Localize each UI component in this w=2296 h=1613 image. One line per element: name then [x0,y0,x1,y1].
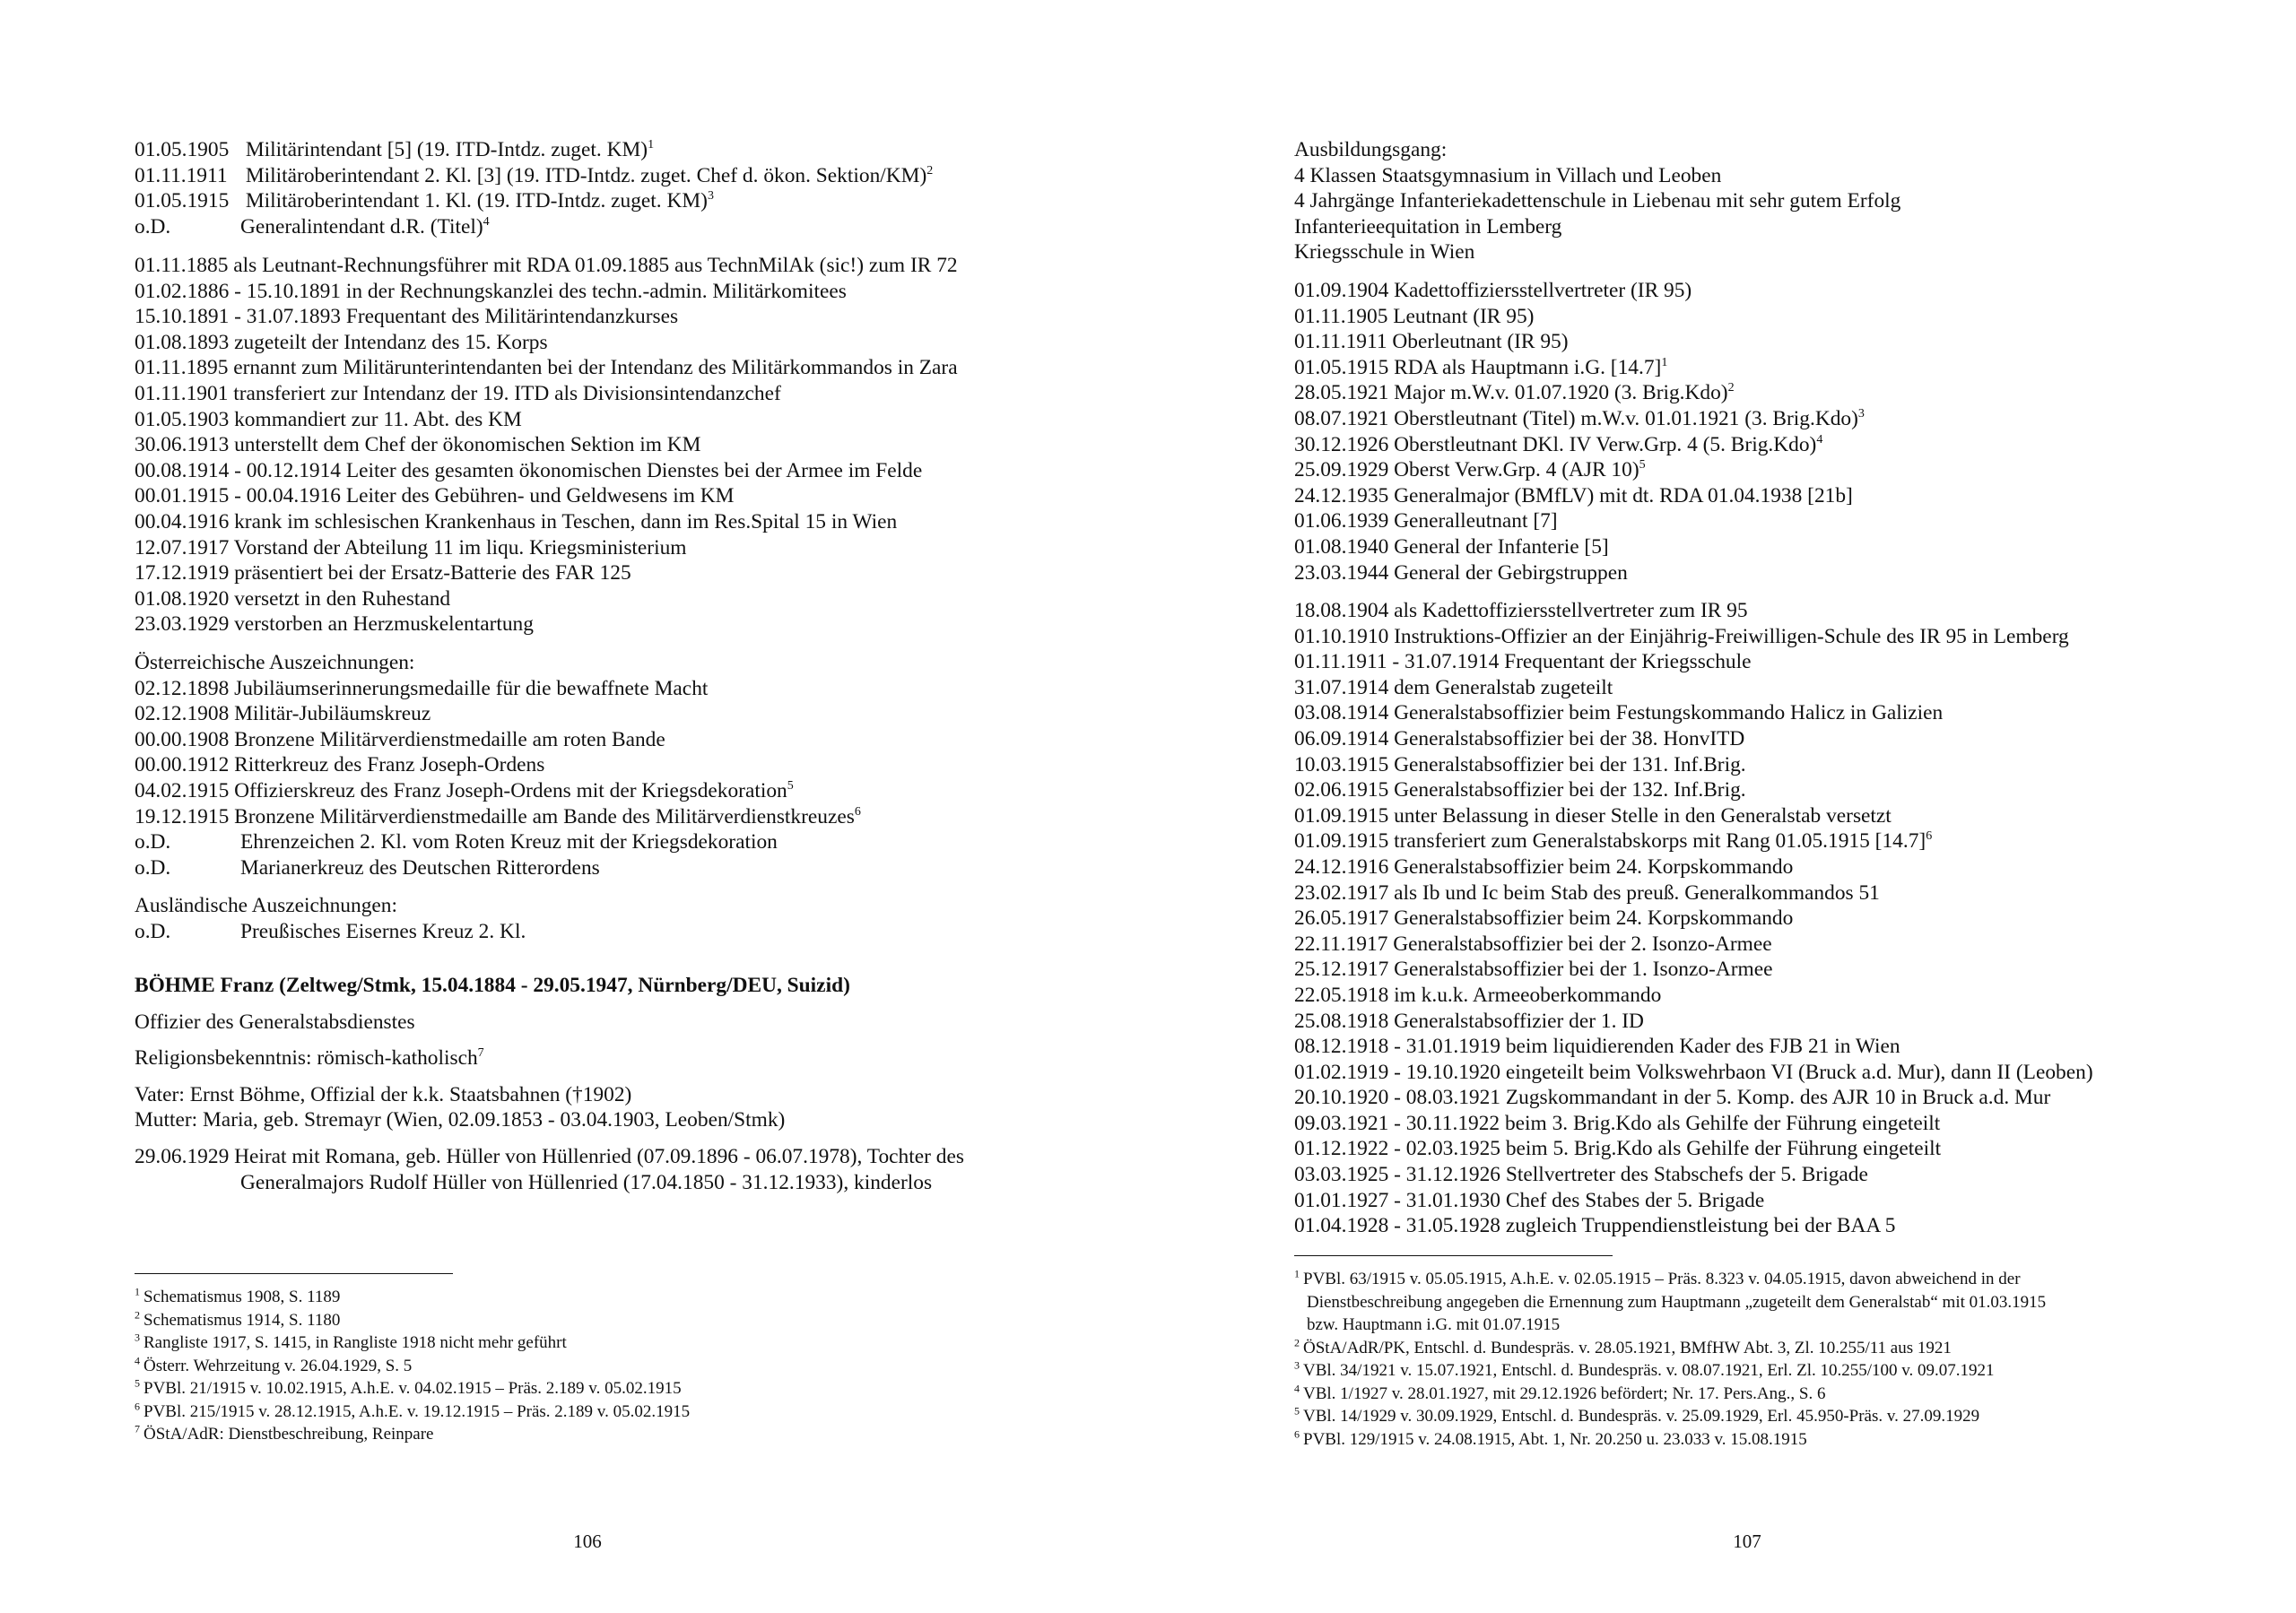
rank-line [1294,304,2200,330]
rank-line [1294,278,2200,304]
career-text: 20.10.1920 - 08.03.1921 Zugskommandant in der 5. Komp. des AJR 10 in Bruck a.d. Mur [1294,1086,2051,1110]
career-line [1294,675,2200,701]
footnote-text: VBl. 34/1921 v. 15.07.1921, Entschl. d. Bundespräs. v. 08.07.1921, Erl. Zl. 10.255/100 v. 09.07.1921 [1303,1361,1995,1380]
footnote-ref: 4 [1816,432,1823,447]
rank-text: 24.12.1935 Generalmajor (BMfLV) mit dt. RDA 01.04.1938 [21b] [1294,483,1853,507]
education-line: 4 Jahrgänge Infanteriekadettenschule in Liebenau mit sehr gutem Erfolg [1294,189,1901,213]
career-line [1294,1162,2200,1188]
footnote-ref: 1 [1661,355,1668,369]
footnote-text: Schematismus 1908, S. 1189 [144,1288,341,1306]
footnote [1294,1383,2200,1406]
career-line: 30.06.1913 unterstellt dem Chef der ökonomischen Sektion im KM [135,433,701,457]
footnote-text: ÖStA/AdR/PK, Entschl. d. Bundespräs. v. 28.05.1921, BMfHW Abt. 3, Zl. 10.255/11 aus 1921 [1303,1338,1952,1357]
education-line: Infanterieequitation in Lemberg [1294,214,1562,238]
footnote [1294,1268,2200,1291]
career-line: 00.01.1915 - 00.04.1916 Leiter des Gebühren- und Geldwesens im KM [135,484,735,508]
footnote [135,1355,1040,1378]
career-text: 24.12.1916 Generalstabsoffizier beim 24. Korpskommando [1294,854,1794,879]
career-line [1294,1060,2200,1086]
career-text: 03.08.1914 Generalstabsoffizier beim Festungskommando Halicz in Galizien [1294,701,1944,725]
award-line [135,676,1040,702]
education-line: Kriegsschule in Wien [1294,240,1475,264]
award-text: 02.12.1908 Militär-Jubiläumskreuz [135,702,431,726]
footnote [135,1309,1040,1332]
career-block [135,253,1040,637]
footnote-ref: 5 [787,779,794,793]
rank-text: 01.09.1904 Kadettoffiziersstellvertreter (IR 95) [1294,279,1692,302]
career-line [1294,854,2200,880]
career-line [1294,828,2200,854]
career-text: 03.03.1925 - 31.12.1926 Stellvertreter des Stabschefs der 5. Brigade [1294,1163,1868,1187]
career-line [1294,1213,2200,1239]
footnotes [135,1286,1040,1446]
rank-text: 01.06.1939 Generalleutnant [7] [1294,509,1558,533]
biography-block [135,973,1040,1195]
award-line [135,829,1040,855]
footnote-continued [1294,1291,2200,1314]
rank-line [1294,508,2200,534]
footnote-text: VBl. 1/1927 v. 28.01.1927, mit 29.12.1926 befördert; Nr. 17. Pers.Ang., S. 6 [1303,1383,1826,1403]
career-line [1294,752,2200,778]
footnote-number: 1 [1294,1267,1300,1280]
career-line: 01.05.1903 kommandiert zur 11. Abt. des KM [135,407,522,431]
rank-line [1294,380,2200,406]
career-text: 25.08.1918 Generalstabsoffizier der 1. ID [1294,1009,1644,1033]
footnote-number: 2 [135,1308,140,1322]
education-line: 4 Klassen Staatsgymnasium in Villach und Leoben [1294,163,1722,187]
rank-line [1294,534,2200,560]
career-line: 00.04.1916 krank im schlesischen Krankenhaus in Teschen, dann im Res.Spital 15 in Wien [135,509,898,533]
career-line [1294,726,2200,752]
awards-title: Österreichische Auszeichnungen: [135,651,415,674]
career-line [1294,624,2200,650]
footnote [1294,1405,2200,1428]
career-line [1294,700,2200,726]
rank-text: 28.05.1921 Major m.W.v. 01.07.1920 (3. Brig.Kdo) [1294,381,1728,405]
service-branch: Offizier des Generalstabsdienstes [135,1010,415,1034]
career-text: 01.10.1910 Instruktions-Offizier an der Einjährig-Freiwilligen-Schule des IR 95 in Lemberg [1294,624,2069,648]
rank-line [1294,432,2200,458]
award-line [135,804,1040,830]
career-text: 18.08.1904 als Kadettoffiziersstellvertreter zum IR 95 [1294,599,1748,622]
award-text: Marianerkreuz des Deutschen Ritterordens [240,855,600,880]
footnote-text: PVBl. 63/1915 v. 05.05.1915, A.h.E. v. 02.05.1915 – Präs. 8.323 v. 04.05.1915, davon abweichend in der [1303,1270,2021,1288]
footnote-number: 3 [135,1331,140,1344]
career-line [1294,649,2200,675]
career-line: 01.11.1895 ernannt zum Militärunterintendanten bei der Intendanz des Militärkommandos in Zara [135,356,958,380]
footnote-number: 5 [1294,1404,1300,1418]
career-line [1294,777,2200,803]
career-line [1294,598,2200,624]
footnote [1294,1359,2200,1383]
career-text: 02.06.1915 Generalstabsoffizier bei der 132. Inf.Brig. [1294,778,1746,802]
rank-line [1294,560,2200,586]
rank-line [1294,329,2200,355]
award-date: o.D. [135,830,171,854]
career-text: 26.05.1917 Generalstabsoffizier beim 24. Korpskommando [1294,906,1794,931]
award-text: 00.00.1912 Ritterkreuz des Franz Joseph-Ordens [135,753,545,777]
career-line [1294,906,2200,932]
career-line [1294,1136,2200,1162]
rank-line: 01.11.1911 Militäroberintendant 2. Kl. [3] (19. ITD-Intdz. zuget. Chef d. ökon. Sektion/KM)$^2$ [135,163,934,187]
rank-line [1294,355,2200,381]
career-text: 01.09.1915 transferiert zum Generalstabskorps mit Rang 01.05.1915 [14.7] [1294,829,1926,854]
award-line: o.D. Preußisches Eisernes Kreuz 2. Kl. [135,919,526,943]
career-line [1294,932,2200,958]
footnote-ref: 2 [1727,381,1735,395]
rank-text: 25.09.1929 Oberst Verw.Grp. 4 (AJR 10) [1294,458,1639,482]
award-text: 00.00.1908 Bronzene Militärverdienstmedaille am roten Bande [135,727,665,751]
footnote-number: 7 [135,1422,140,1435]
career-line: 01.08.1893 zugeteilt der Intendanz des 15. Korps [135,330,548,354]
footnote-text: Dienstbeschreibung angegeben die Ernennung zum Hauptmann „zugeteilt dem Generalstab“ mit 01.03.1915 [1307,1292,2047,1312]
award-text: 19.12.1915 Bronzene Militärverdienstmedaille am Bande des Militärverdienstkreuzes [135,804,855,828]
left-page [135,0,1040,1613]
person-heading: BÖHME Franz (Zeltweg/Stmk, 15.04.1884 - 29.05.1947, Nürnberg/DEU, Suizid) [135,974,850,997]
page-number: 107 [1733,1531,1761,1552]
career-text: 22.05.1918 im k.u.k. Armeeoberkommando [1294,983,1662,1007]
father-line: Vater: Ernst Böhme, Offizial der k.k. Staatsbahnen (†1902) [135,1082,632,1106]
rank-line: o.D. Generalintendant d.R. (Titel)$^4$ [135,214,490,238]
rank-text: 01.11.1911 Oberleutnant (IR 95) [1294,330,1569,354]
career-line: 01.08.1920 versetzt in den Ruhestand [135,586,451,611]
rank-text: 30.12.1926 Oberstleutnant DKl. IV Verw.Grp. 4 (5. Brig.Kdo) [1294,432,1817,456]
award-line [135,701,1040,727]
footnote-ref: 6 [1926,829,1933,844]
career-line [1294,880,2200,906]
marriage-line-continued: Generalmajors Rudolf Hüller von Hüllenried (17.04.1850 - 31.12.1933), kinderlos [240,1170,933,1194]
footnote [135,1331,1040,1355]
career-text: 01.09.1915 unter Belassung in dieser Stelle in den Generalstab versetzt [1294,803,1892,828]
rank-text: 23.03.1944 General der Gebirgstruppen [1294,560,1628,585]
footnote-ref: 5 [1639,458,1646,473]
career-text: 31.07.1914 dem Generalstab zugeteilt [1294,675,1613,699]
footnote [1294,1337,2200,1360]
career-text: 10.03.1915 Generalstabsoffizier bei der 131. Inf.Brig. [1294,752,1746,776]
career-line [1294,957,2200,983]
career-line [1294,1188,2200,1214]
career-text: 01.04.1928 - 31.05.1928 zugleich Truppendienstleistung bei der BAA 5 [1294,1214,1896,1238]
award-text: Ehrenzeichen 2. Kl. vom Roten Kreuz mit der Kriegsdekoration [240,830,778,854]
career-line [1294,1034,2200,1060]
footnote-text: Österr. Wehrzeitung v. 26.04.1929, S. 5 [144,1356,413,1375]
footnote-text: PVBl. 129/1915 v. 24.08.1915, Abt. 1, Nr. 20.250 u. 23.033 v. 15.08.1915 [1303,1429,1807,1449]
footnote-text: VBl. 14/1929 v. 30.09.1929, Entschl. d. Bundespräs. v. 25.09.1929, Erl. 45.950-Präs. v. 27.09.1929 [1303,1407,1980,1426]
rank-line [1294,483,2200,509]
career-line [1294,1009,2200,1035]
career-line: 01.11.1901 transferiert zur Intendanz der 19. ITD als Divisionsintendanzchef [135,381,781,405]
footnote [1294,1428,2200,1452]
career-text: 22.11.1917 Generalstabsoffizier bei der 2. Isonzo-Armee [1294,932,1772,956]
education-title: Ausbildungsgang: [1294,138,1448,161]
career-text: 23.02.1917 als Ib und Ic beim Stab des preuß. Generalkommandos 51 [1294,880,1880,905]
marriage-line: 29.06.1929 Heirat mit Romana, geb. Hüller von Hüllenried (07.09.1896 - 06.07.1978), Tochter des [135,1144,964,1168]
footnote-number: 4 [1294,1382,1300,1395]
career-line: 00.08.1914 - 00.12.1914 Leiter des gesamten ökonomischen Dienstes bei der Armee im Felde [135,458,923,482]
career-line: 01.11.1885 als Leutnant-Rechnungsführer mit RDA 01.09.1885 aus TechnMilAk (sic!) zum IR 72 [135,254,958,277]
footnote-text: Schematismus 1914, S. 1180 [144,1310,341,1330]
footnotes [1294,1268,2200,1451]
footnote-number: 3 [1294,1358,1300,1372]
footnote [135,1286,1040,1309]
career-line: 15.10.1891 - 31.07.1893 Frequentant des Militärintendanzkurses [135,305,679,329]
award-line [135,727,1040,753]
rank-text: 08.07.1921 Oberstleutnant (Titel) m.W.v. 01.01.1921 (3. Brig.Kdo) [1294,406,1858,430]
right-page [1294,0,2200,1613]
footnote-text: ÖStA/AdR: Dienstbeschreibung, Reinpare [144,1425,434,1444]
rank-line: 01.05.1905 Militärintendant [5] (19. ITD-Intdz. zuget. KM)$^1$ [135,138,655,161]
footnote [135,1377,1040,1401]
footnote-number: 2 [1294,1336,1300,1349]
ranks-block [1294,278,2200,585]
award-line [135,752,1040,778]
rank-text: 01.05.1915 RDA als Hauptmann i.G. [14.7] [1294,355,1662,379]
career-text: 08.12.1918 - 31.01.1919 beim liquidierenden Kader des FJB 21 in Wien [1294,1035,1900,1059]
career-line: 01.02.1886 - 15.10.1891 in der Rechnungskanzlei des techn.-admin. Militärkomitees [135,279,847,303]
religion-line: Religionsbekenntnis: römisch-katholisch$^7$ [135,1046,484,1071]
career-text: 06.09.1914 Generalstabsoffizier bei der 38. HonvITD [1294,726,1745,750]
page-number: 106 [573,1531,602,1552]
career-line [1294,803,2200,829]
foreign-awards-title: Ausländische Auszeichnungen: [135,894,397,917]
career-line [1294,983,2200,1009]
career-text: 25.12.1917 Generalstabsoffizier bei der 1. Isonzo-Armee [1294,958,1773,982]
award-text: 02.12.1898 Jubiläumserinnerungsmedaille für die bewaffnete Macht [135,676,709,700]
footnote-ref: 3 [1857,407,1865,421]
footnote-rule [135,1273,453,1274]
footnote-continued [1294,1314,2200,1337]
footnote-number: 6 [135,1400,140,1413]
career-text: 01.02.1919 - 19.10.1920 eingeteilt beim Volkswehrbaon VI (Bruck a.d. Mur), dann II (Leoben) [1294,1060,2093,1084]
footnote-text: bzw. Hauptmann i.G. mit 01.07.1915 [1307,1315,1561,1334]
footnote-text: PVBl. 21/1915 v. 10.02.1915, A.h.E. v. 04.02.1915 – Präs. 2.189 v. 05.02.1915 [144,1379,682,1398]
career-line: 17.12.1919 präsentiert bei der Ersatz-Batterie des FAR 125 [135,561,631,585]
career-text: 01.12.1922 - 02.03.1925 beim 5. Brig.Kdo als Gehilfe der Führung eingeteilt [1294,1137,1942,1161]
rank-history-block [135,137,1040,239]
rank-line: 01.05.1915 Militäroberintendant 1. Kl. (19. ITD-Intdz. zuget. KM)$^3$ [135,189,714,213]
career-text: 01.11.1911 - 31.07.1914 Frequentant der Kriegsschule [1294,650,1752,674]
career-line: 12.07.1917 Vorstand der Abteilung 11 im liqu. Kriegsministerium [135,535,687,559]
career-line [1294,1085,2200,1111]
rank-line [1294,457,2200,483]
award-line [135,855,1040,881]
austrian-awards-block [135,650,1040,880]
footnote-number: 6 [1294,1427,1300,1441]
footnote-rule [1294,1255,1613,1256]
footnote-ref: 6 [854,804,861,819]
award-line [135,778,1040,804]
rank-text: 01.11.1905 Leutnant (IR 95) [1294,304,1535,328]
education-block [1294,137,2200,265]
career-text: 09.03.1921 - 30.11.1922 beim 3. Brig.Kdo als Gehilfe der Führung eingeteilt [1294,1111,1941,1135]
career-block [1294,598,2200,1239]
mother-line: Mutter: Maria, geb. Stremayr (Wien, 02.09.1853 - 03.04.1903, Leoben/Stmk) [135,1108,786,1132]
award-text: 04.02.1915 Offizierskreuz des Franz Joseph-Ordens mit der Kriegsdekoration [135,778,787,802]
footnote [135,1423,1040,1446]
career-line [1294,1111,2200,1137]
footnote-number: 4 [135,1354,140,1367]
footnote-text: PVBl. 215/1915 v. 28.12.1915, A.h.E. v. 19.12.1915 – Präs. 2.189 v. 05.02.1915 [144,1401,691,1421]
footnote-text: Rangliste 1917, S. 1415, in Rangliste 1918 nicht mehr geführt [144,1333,567,1352]
career-line: 23.03.1929 verstorben an Herzmuskelentartung [135,612,534,637]
footnote-number: 5 [135,1376,140,1390]
career-text: 01.01.1927 - 31.01.1930 Chef des Stabes der 5. Brigade [1294,1188,1765,1212]
rank-text: 01.08.1940 General der Infanterie [5] [1294,534,1609,559]
footnote-number: 1 [135,1285,140,1298]
award-date: o.D. [135,855,171,880]
footnote [135,1401,1040,1424]
rank-line [1294,406,2200,432]
foreign-awards-block [135,893,1040,944]
